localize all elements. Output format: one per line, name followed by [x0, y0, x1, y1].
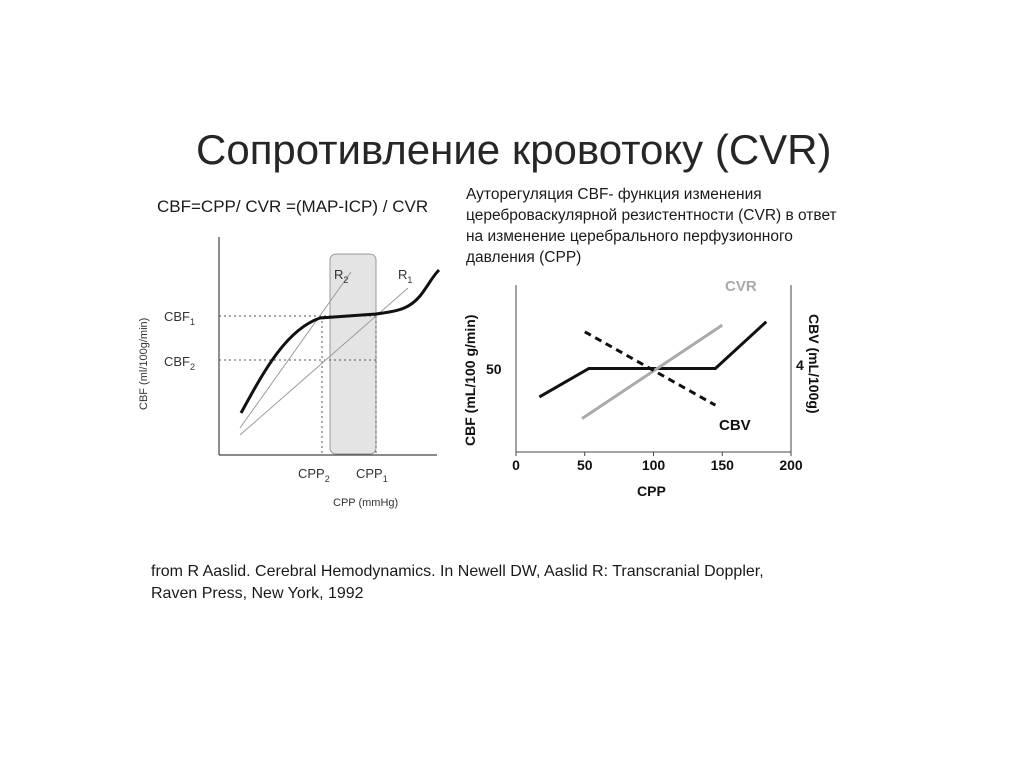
- x-ticks: [512, 452, 803, 473]
- x-tick-label: 0: [512, 457, 520, 473]
- description-line: Ауторегуляция CBF- функция изменения: [466, 186, 762, 203]
- citation-line: from R Aaslid. Cerebral Hemodynamics. In Newell DW, Aaslid R: Transcranial Doppler,: [151, 563, 764, 580]
- y-tick-50: 50: [486, 361, 502, 377]
- x-tick-label: 100: [641, 457, 666, 473]
- y2-tick-4: 4: [796, 357, 804, 373]
- cbf2-label: $CBF_2$: [164, 354, 196, 372]
- right-y2-axis-label: CBV (mL/100g): [806, 314, 822, 414]
- description-line: цереброваскулярной резистентности (CVR) в ответ: [466, 207, 837, 224]
- series-group: [539, 322, 766, 419]
- slide-title: Сопротивление кровотоку (CVR): [196, 126, 832, 173]
- formula-text: CBF=CPP/ CVR =(MAP-ICP) / CVR: [157, 197, 429, 216]
- citation-text: [151, 561, 871, 605]
- cbf-line: [539, 322, 766, 397]
- description-line: давления (CPP): [466, 249, 582, 266]
- x-tick-label: 200: [779, 457, 803, 473]
- right-y-axis-label: CBF (mL/100 g/min): [462, 314, 478, 446]
- r1-label: $R_1$: [398, 267, 413, 285]
- description-line: на изменение церебрального перфузионного: [466, 228, 793, 245]
- cbf1-label: $CBF_1$: [164, 309, 196, 327]
- x-tick-label: 50: [576, 457, 593, 473]
- cpp2-label: $CPP_2$: [298, 466, 330, 484]
- right-x-axis-label: CPP: [637, 483, 666, 499]
- x-tick-label: 150: [710, 457, 734, 473]
- citation-line: Raven Press, New York, 1992: [151, 585, 364, 602]
- cvr-line: [582, 325, 722, 419]
- left-x-axis-label: CPP (mmHg): [333, 497, 399, 509]
- cbv-series-label: CBV: [719, 417, 751, 434]
- r2-label: $R_2$: [334, 267, 349, 285]
- left-y-axis-label: CBF (ml/100g/min): [138, 317, 150, 410]
- cvr-series-label: CVR: [725, 278, 757, 295]
- cpp1-label: $CPP_1$: [356, 466, 388, 484]
